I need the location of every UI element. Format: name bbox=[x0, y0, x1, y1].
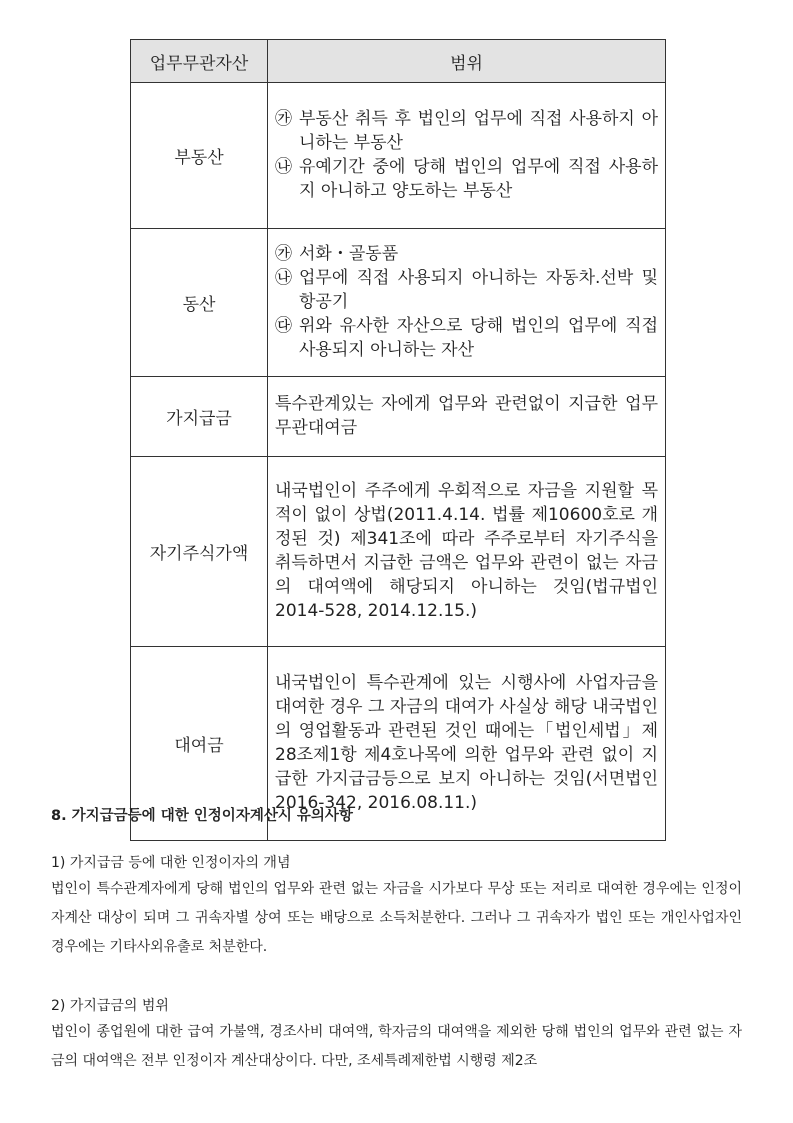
table-row-provisional-payment bbox=[131, 377, 666, 457]
item-text: 서화・골동품 bbox=[299, 244, 399, 264]
category-cell: 가지급금 bbox=[131, 377, 268, 457]
table-header-row bbox=[131, 40, 666, 83]
range-cell: 내국법인이 특수관계에 있는 시행사에 사업자금을 대여한 경우 그 자금의 대여가 사실상 해당 내국법인의 영업활동과 관련된 것인 때에는「법인세법」제28조제1항 제4호나목에 의한 업무와 관련 없이 지급한 가지급금등으로 보지 아니하는 것임(서면법인2016-342, 2016.08.11.) bbox=[268, 647, 666, 841]
non-business-assets-table bbox=[130, 39, 666, 841]
list-item bbox=[275, 107, 658, 155]
item-text: 유예기간 중에 당해 법인의 업무에 직접 사용하지 아니하고 양도하는 부동산 bbox=[299, 157, 658, 201]
range-cell bbox=[268, 229, 666, 377]
list-item bbox=[275, 266, 658, 314]
category-cell: 대여금 bbox=[131, 647, 268, 841]
subsection-body-1: 법인이 특수관계자에게 당해 법인의 업무와 관련 없는 자금을 시가보다 무상 또는 저리로 대여한 경우에는 인정이자계산 대상이 되며 그 귀속자별 상여 또는 배당으로 소득처분한다. 그러나 그 귀속자가 법인 또는 개인사업자인 경우에는 기타사외유출로 처분한다. bbox=[51, 881, 742, 955]
item-marker: ㉯ bbox=[275, 268, 292, 288]
range-cell bbox=[268, 83, 666, 229]
category-cell: 동산 bbox=[131, 229, 268, 377]
subsection-body-2: 법인이 종업원에 대한 급여 가불액, 경조사비 대여액, 학자금의 대여액을 제외한 당해 법인의 업무와 관련 없는 자금의 대여액은 전부 인정이자 계산대상이다. 다만, 조세특례제한법 시행령 제2조 bbox=[51, 1024, 742, 1069]
section-title: 8. 가지급금등에 대한 인정이자계산시 유의사항 bbox=[51, 808, 353, 824]
subsection-heading-1: 1) 가지급금 등에 대한 인정이자의 개념 bbox=[51, 855, 291, 871]
item-marker: ㉮ bbox=[275, 244, 292, 264]
subsection-heading-2: 2) 가지급금의 범위 bbox=[51, 998, 169, 1014]
list-item bbox=[275, 242, 658, 266]
list-item bbox=[275, 155, 658, 203]
item-marker: ㉯ bbox=[275, 157, 292, 177]
header-category: 업무무관자산 bbox=[131, 40, 268, 83]
item-text: 업무에 직접 사용되지 아니하는 자동차.선박 및 항공기 bbox=[299, 268, 658, 312]
table-row-treasury-stock bbox=[131, 457, 666, 647]
list-item bbox=[275, 314, 658, 362]
item-marker: ㉮ bbox=[275, 109, 292, 129]
table-row-movables bbox=[131, 229, 666, 377]
item-text: 부동산 취득 후 법인의 업무에 직접 사용하지 아니하는 부동산 bbox=[299, 109, 658, 153]
table-row-real-estate bbox=[131, 83, 666, 229]
category-cell: 부동산 bbox=[131, 83, 268, 229]
range-cell: 내국법인이 주주에게 우회적으로 자금을 지원할 목적이 없이 상법(2011.4.14. 법률 제10600호로 개정된 것) 제341조에 따라 주주로부터 자기주식을 취득하면서 지급한 금액은 업무와 관련이 없는 자금의 대여액에 해당되지 아니하는 것임(법규법인2014-528, 2014.12.15.) bbox=[268, 457, 666, 647]
range-cell: 특수관계있는 자에게 업무와 관련없이 지급한 업무무관대여금 bbox=[268, 377, 666, 457]
item-text: 위와 유사한 자산으로 당해 법인의 업무에 직접 사용되지 아니하는 자산 bbox=[299, 316, 658, 360]
category-cell: 자기주식가액 bbox=[131, 457, 268, 647]
item-marker: ㉰ bbox=[275, 316, 292, 336]
header-range: 범위 bbox=[268, 40, 666, 83]
